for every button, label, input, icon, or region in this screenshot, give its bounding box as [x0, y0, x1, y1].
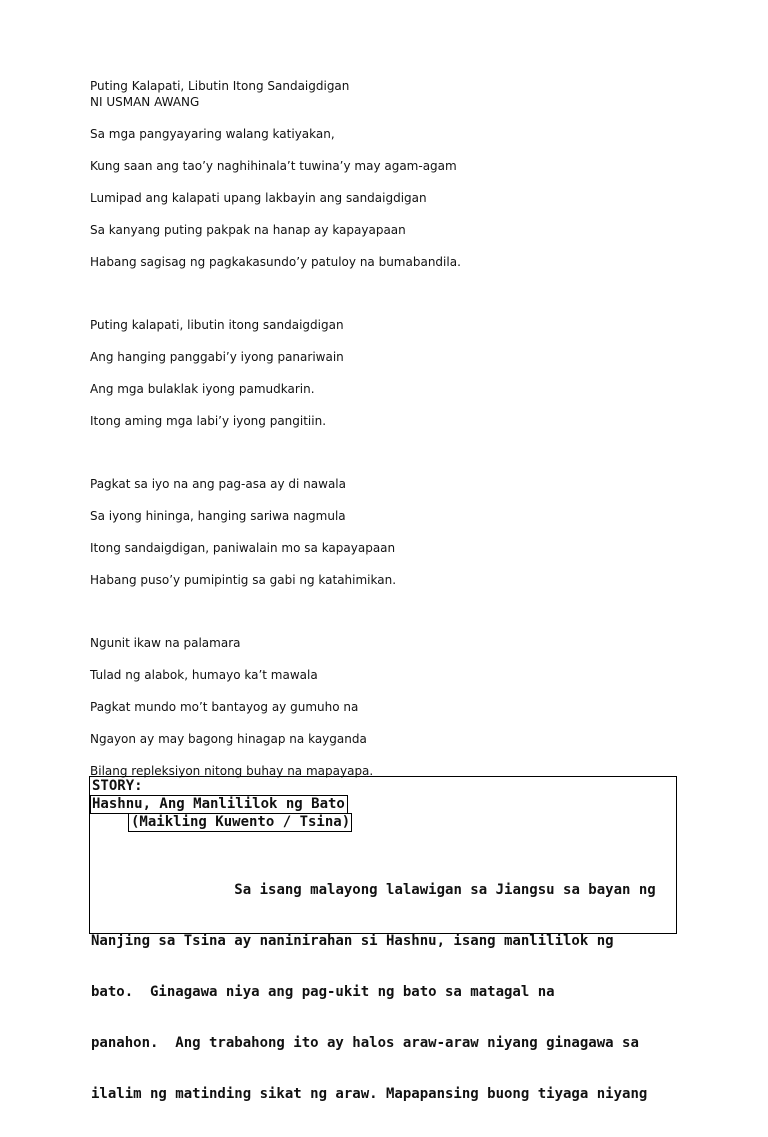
verse-line: Sa iyong hininga, hanging sariwa nagmula	[90, 509, 346, 523]
verse-line: Sa mga pangyayaring walang katiyakan,	[90, 127, 335, 141]
verse-line: Habang puso’y pumipintig sa gabi ng katahimikan.	[90, 573, 397, 587]
verse-line: Lumipad ang kalapati upang lakbayin ang sandaigdigan	[90, 191, 427, 205]
verse-line: Itong aming mga labi’y iyong pangitiin.	[90, 414, 327, 428]
story-line: Sa isang malayong lalawigan sa Jiangsu sa bayan ng	[91, 882, 656, 898]
story-title: Hashnu, Ang Manlililok ng Bato	[90, 795, 348, 814]
verse-line: Bilang repleksiyon nitong buhay na mapayapa.	[90, 764, 374, 778]
story-line: Nanjing sa Tsina ay naninirahan si Hashnu, isang manlililok ng	[91, 933, 614, 949]
story-line: panahon. Ang trabahong ito ay halos araw-araw niyang ginagawa sa	[91, 1035, 639, 1051]
verse-line: Tulad ng alabok, humayo ka’t mawala	[90, 668, 318, 682]
story-line: bato. Ginagawa niya ang pag-ukit ng bato sa matagal na	[91, 984, 555, 1000]
verse-line: Ang mga bulaklak iyong pamudkarin.	[90, 382, 315, 396]
verse-line: Pagkat sa iyo na ang pag-asa ay di nawala	[90, 477, 346, 491]
verse-line: Itong sandaigdigan, paniwalain mo sa kapayapaan	[90, 541, 396, 555]
verse-line: Pagkat mundo mo’t bantayog ay gumuho na	[90, 700, 359, 714]
verse-line: Ngayon ay may bagong hinagap na kayganda	[90, 732, 367, 746]
poem-author: NI USMAN AWANG	[90, 95, 200, 109]
story-label: STORY:	[92, 778, 143, 794]
verse-line: Ang hanging panggabi’y iyong panariwain	[90, 350, 344, 364]
poem-title: Puting Kalapati, Libutin Itong Sandaigdigan	[90, 79, 350, 93]
poem	[90, 78, 690, 779]
story-box	[89, 776, 677, 1102]
verse-line: Ngunit ikaw na palamara	[90, 636, 241, 650]
verse-line: Puting kalapati, libutin itong sandaigdigan	[90, 318, 344, 332]
story-body	[91, 848, 675, 1137]
story-line: ilalim ng matinding sikat ng araw. Mapapansing buong tiyaga niyang	[91, 1086, 648, 1102]
verse-line: Kung saan ang tao’y naghihinala’t tuwina’y may agam-agam	[90, 159, 457, 173]
verse-line: Sa kanyang puting pakpak na hanap ay kapayapaan	[90, 223, 406, 237]
verse-line: Habang sagisag ng pagkakasundo’y patuloy na bumabandila.	[90, 255, 461, 269]
story-subtitle: (Maikling Kuwento / Tsina)	[128, 813, 352, 832]
